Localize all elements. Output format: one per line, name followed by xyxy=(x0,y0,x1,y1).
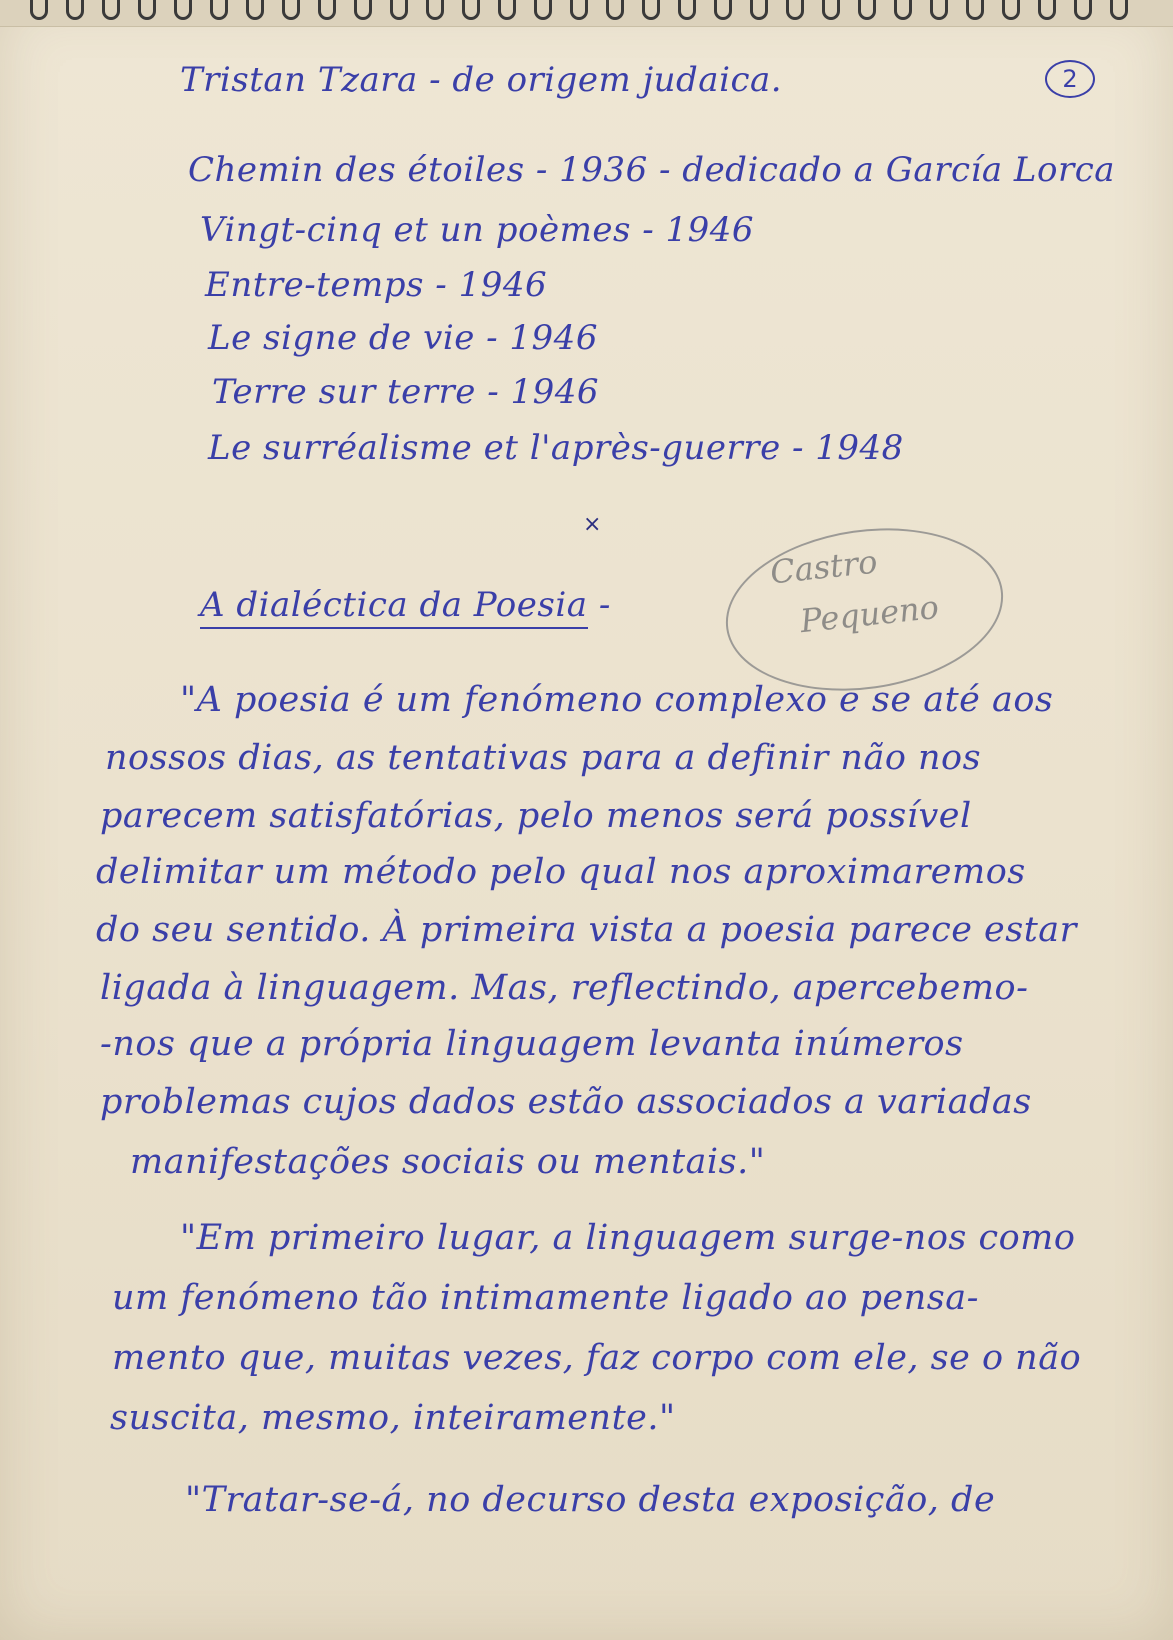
binding-ring xyxy=(606,0,624,20)
binding-ring xyxy=(1074,0,1092,20)
section-dash: - xyxy=(598,585,611,625)
page-number: 2 xyxy=(1045,60,1095,98)
binding-ring xyxy=(462,0,480,20)
binding-ring xyxy=(570,0,588,20)
binding-ring xyxy=(678,0,696,20)
binding-ring xyxy=(66,0,84,20)
binding-ring xyxy=(318,0,336,20)
binding-ring xyxy=(354,0,372,20)
paragraph-line: mento que, muitas vezes, faz corpo com ele, se o não xyxy=(112,1338,1082,1378)
paragraph-line: -nos que a própria linguagem levanta inúmeros xyxy=(100,1024,964,1064)
binding-ring xyxy=(498,0,516,20)
work-item: Le surréalisme et l'après-guerre - 1948 xyxy=(208,428,904,468)
pencil-note-line: Castro xyxy=(768,542,880,592)
binding-ring xyxy=(282,0,300,20)
spiral-binding xyxy=(0,0,1173,27)
section-heading xyxy=(200,585,611,625)
work-item: Terre sur terre - 1946 xyxy=(212,372,600,412)
binding-ring xyxy=(786,0,804,20)
paragraph-line: do seu sentido. À primeira vista a poesia parece estar xyxy=(96,910,1077,950)
paragraph-line: nossos dias, as tentativas para a definir não nos xyxy=(105,738,982,778)
work-item: Chemin des étoiles - 1936 - dedicado a García Lorca xyxy=(188,150,1116,190)
binding-ring xyxy=(966,0,984,20)
binding-ring xyxy=(750,0,768,20)
paragraph-line: parecem satisfatórias, pelo menos será possível xyxy=(100,796,972,836)
pencil-note-line: Pequeno xyxy=(798,587,941,641)
paragraph-line: problemas cujos dados estão associados a variadas xyxy=(100,1082,1032,1122)
paragraph-line: "Em primeiro lugar, a linguagem surge-nos como xyxy=(180,1218,1076,1258)
work-item: Le signe de vie - 1946 xyxy=(208,318,598,358)
work-item: Vingt-cinq et un poèmes - 1946 xyxy=(200,210,755,250)
binding-ring xyxy=(174,0,192,20)
header-line: Tristan Tzara - de origem judaica. xyxy=(180,60,783,100)
binding-ring xyxy=(894,0,912,20)
paragraph-line: suscita, mesmo, inteiramente." xyxy=(110,1398,676,1438)
binding-ring xyxy=(102,0,120,20)
binding-ring xyxy=(390,0,408,20)
binding-ring xyxy=(714,0,732,20)
paragraph-line: manifestações sociais ou mentais." xyxy=(130,1142,766,1182)
paragraph-line: um fenómeno tão intimamente ligado ao pensa- xyxy=(112,1278,979,1318)
binding-ring xyxy=(1002,0,1020,20)
paragraph-line: delimitar um método pelo qual nos aproximaremos xyxy=(96,852,1026,892)
binding-ring xyxy=(534,0,552,20)
section-title: A dialéctica da Poesia xyxy=(200,585,588,629)
paragraph-line: ligada à linguagem. Mas, reflectindo, apercebemo- xyxy=(100,968,1029,1008)
binding-ring xyxy=(642,0,660,20)
binding-ring xyxy=(210,0,228,20)
binding-ring xyxy=(138,0,156,20)
work-item: Entre-temps - 1946 xyxy=(205,265,548,305)
binding-ring xyxy=(822,0,840,20)
binding-ring xyxy=(30,0,48,20)
binding-ring xyxy=(246,0,264,20)
paragraph-line: "A poesia é um fenómeno complexo e se até aos xyxy=(180,680,1054,720)
binding-ring xyxy=(858,0,876,20)
separator-mark: × xyxy=(583,512,602,537)
binding-ring xyxy=(930,0,948,20)
binding-ring xyxy=(1110,0,1128,20)
binding-ring xyxy=(426,0,444,20)
binding-ring xyxy=(1038,0,1056,20)
paragraph-line: "Tratar-se-á, no decurso desta exposição, de xyxy=(185,1480,996,1520)
